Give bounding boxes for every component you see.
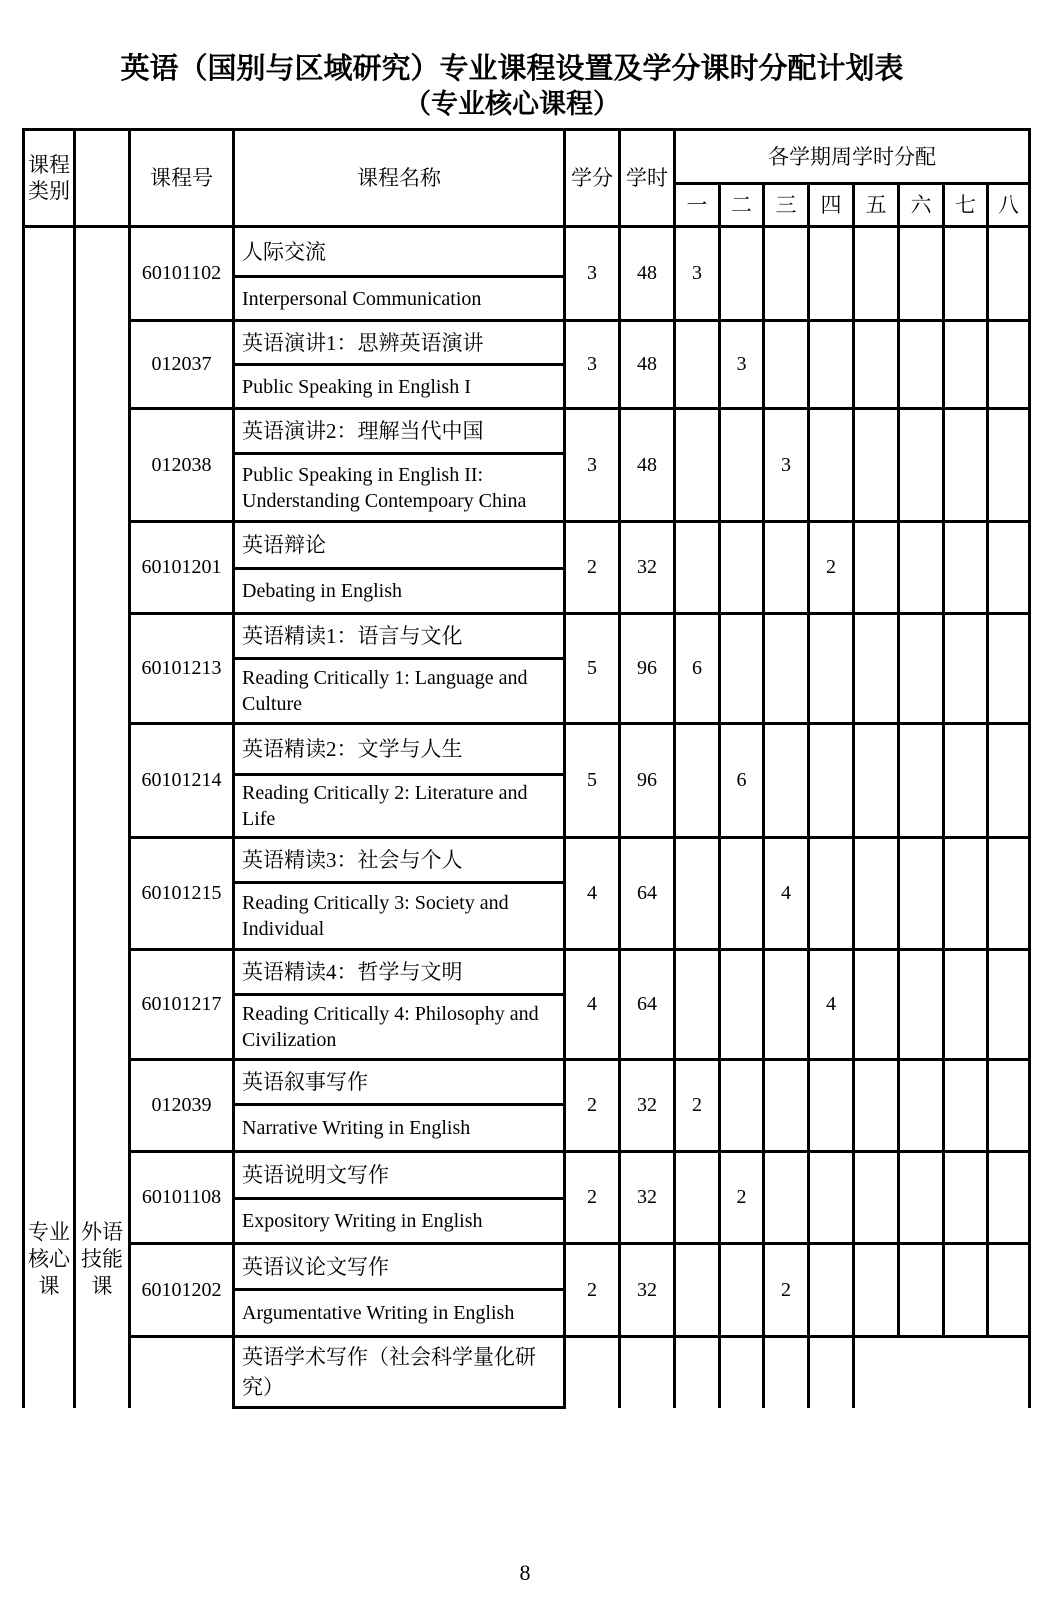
header-sem-4: 四 — [809, 184, 854, 227]
course-name-en: Reading Critically 2: Literature and Life — [234, 775, 565, 838]
course-table — [22, 128, 1031, 1409]
sem-cell-6 — [899, 522, 944, 614]
sem-cell-7 — [944, 321, 988, 409]
sem-cell-8 — [988, 838, 1030, 950]
category-col1-line3: 课 — [38, 1273, 60, 1298]
sem-cell-6 — [899, 838, 944, 950]
course-credits: 3 — [565, 321, 620, 409]
course-credits: 4 — [565, 950, 620, 1060]
course-name-zh: 英语演讲1：思辨英语演讲 — [234, 321, 565, 365]
sem-cell-3 — [764, 950, 809, 1060]
sem-cell-6 — [899, 724, 944, 838]
course-row-zh-clipped — [24, 1337, 1030, 1408]
sem-cell-3 — [764, 614, 809, 724]
course-name-zh: 英语精读2：文学与人生 — [234, 724, 565, 775]
sem-cell-3 — [764, 227, 809, 321]
sem-cell-2 — [720, 1337, 764, 1408]
course-name-en: Debating in English — [234, 569, 565, 614]
sem-cell-4 — [809, 1244, 854, 1337]
course-name-zh: 人际交流 — [234, 227, 565, 277]
course-name-zh: 英语学术写作（社会科学量化研究） — [234, 1337, 565, 1408]
course-credits: 2 — [565, 522, 620, 614]
sem-cell-5 — [854, 1152, 899, 1244]
sem-cell-2 — [720, 838, 764, 950]
course-row-zh — [24, 1244, 1030, 1290]
course-name-zh: 英语议论文写作 — [234, 1244, 565, 1290]
course-code: 60101108 — [130, 1152, 234, 1244]
sem-cell-1: 6 — [675, 614, 720, 724]
sem-cell-1 — [675, 1152, 720, 1244]
sem-cell-4 — [809, 838, 854, 950]
course-row-zh — [24, 1152, 1030, 1199]
course-code: 60101201 — [130, 522, 234, 614]
course-name-zh: 英语辩论 — [234, 522, 565, 569]
course-code — [130, 1337, 234, 1408]
sem-cell-2 — [720, 1244, 764, 1337]
header-credits: 学分 — [565, 130, 620, 227]
category-col1-line2: 核心 — [28, 1246, 70, 1271]
sem-cell-2 — [720, 950, 764, 1060]
course-credits: 4 — [565, 838, 620, 950]
course-name-zh: 英语说明文写作 — [234, 1152, 565, 1199]
sem-cell-6 — [899, 227, 944, 321]
sem-cell-3 — [764, 321, 809, 409]
category-col2-line2: 技能 — [81, 1246, 123, 1271]
sem-cell-8 — [988, 950, 1030, 1060]
sem-cell-5 — [854, 838, 899, 950]
course-code: 012037 — [130, 321, 234, 409]
course-name-zh: 英语精读1：语言与文化 — [234, 614, 565, 659]
course-hours: 32 — [620, 1244, 675, 1337]
header-category-line1: 课程 — [28, 153, 70, 177]
course-row-zh — [24, 614, 1030, 659]
course-credits: 3 — [565, 227, 620, 321]
header-sem-1: 一 — [675, 184, 720, 227]
course-hours: 48 — [620, 409, 675, 522]
course-code: 60101214 — [130, 724, 234, 838]
course-code: 60101213 — [130, 614, 234, 724]
sem-cell-8 — [988, 1244, 1030, 1337]
sem-cell-4 — [809, 409, 854, 522]
course-row-zh — [24, 227, 1030, 277]
sem-cell-7 — [944, 409, 988, 522]
sem-cell-6 — [899, 614, 944, 724]
header-sem-3: 三 — [764, 184, 809, 227]
sem-cell-6 — [899, 1152, 944, 1244]
sem-cell-8 — [988, 522, 1030, 614]
sem-cell-5 — [854, 1244, 899, 1337]
sem-cell-7 — [944, 724, 988, 838]
sem-cell-2 — [720, 614, 764, 724]
category-col1-line1: 专业 — [28, 1219, 70, 1244]
sem-cell-6 — [899, 321, 944, 409]
sem-cell-3 — [764, 1337, 809, 1408]
doc-title — [0, 48, 1024, 122]
course-hours: 32 — [620, 522, 675, 614]
course-hours — [620, 1337, 675, 1408]
sem-cell-1 — [675, 522, 720, 614]
course-row-zh — [24, 950, 1030, 995]
sem-cell-5 — [854, 321, 899, 409]
sem-cell-5 — [854, 724, 899, 838]
header-category-line2: 类别 — [28, 179, 70, 203]
course-name-zh: 英语演讲2：理解当代中国 — [234, 409, 565, 454]
course-name-zh: 英语精读4：哲学与文明 — [234, 950, 565, 995]
sem-cell-5 — [854, 227, 899, 321]
category-col2 — [75, 227, 130, 1408]
sem-cell-4: 2 — [809, 522, 854, 614]
course-code: 60101102 — [130, 227, 234, 321]
course-code: 012039 — [130, 1060, 234, 1152]
category-col2-line1: 外语 — [81, 1219, 123, 1244]
sem-cell-7 — [944, 227, 988, 321]
course-name-en: Reading Critically 4: Philosophy and Civilization — [234, 995, 565, 1060]
course-hours: 96 — [620, 614, 675, 724]
course-row-zh — [24, 724, 1030, 775]
sem-cell-4 — [809, 1337, 854, 1408]
course-code: 60101217 — [130, 950, 234, 1060]
sem-cell-6 — [899, 950, 944, 1060]
sem-cell-4 — [809, 321, 854, 409]
course-name-en: Public Speaking in English I — [234, 365, 565, 409]
course-credits — [565, 1337, 620, 1408]
course-code: 60101215 — [130, 838, 234, 950]
sem-cell-5 — [854, 522, 899, 614]
sem-cell-7 — [944, 522, 988, 614]
doc-title-line2: （专业核心课程） — [404, 89, 620, 120]
course-credits: 2 — [565, 1152, 620, 1244]
course-name-en: Narrative Writing in English — [234, 1105, 565, 1152]
sem-cell-4 — [809, 1152, 854, 1244]
sem-cell-4 — [809, 1060, 854, 1152]
sem-cell-2 — [720, 522, 764, 614]
course-name-en: Argumentative Writing in English — [234, 1290, 565, 1337]
course-name-zh: 英语精读3：社会与个人 — [234, 838, 565, 883]
sem-cell-6 — [899, 409, 944, 522]
sem-cell-1 — [675, 838, 720, 950]
header-code: 课程号 — [130, 130, 234, 227]
course-hours: 64 — [620, 838, 675, 950]
sem-cell-8 — [988, 227, 1030, 321]
course-credits: 2 — [565, 1060, 620, 1152]
sem-cell-5 — [854, 614, 899, 724]
header-sem-6: 六 — [899, 184, 944, 227]
sem-cell-4 — [809, 227, 854, 321]
sem-cell-7 — [944, 614, 988, 724]
sem-cell-6 — [899, 1244, 944, 1337]
header-sem-7: 七 — [944, 184, 988, 227]
sem-cell-7 — [944, 1060, 988, 1152]
course-credits: 2 — [565, 1244, 620, 1337]
sem-cell-6 — [899, 1060, 944, 1152]
course-name-zh: 英语叙事写作 — [234, 1060, 565, 1105]
sem-cell-2 — [720, 227, 764, 321]
sem-cell-5 — [854, 1060, 899, 1152]
page-number: 8 — [519, 1560, 531, 1585]
sem-cell-1 — [675, 409, 720, 522]
category-col2-line3: 课 — [91, 1273, 113, 1298]
sem-cell-4 — [809, 614, 854, 724]
sem-cell-1 — [675, 724, 720, 838]
course-hours: 32 — [620, 1152, 675, 1244]
sem-cell-7 — [944, 838, 988, 950]
sem-cell-1 — [675, 321, 720, 409]
course-row-zh — [24, 409, 1030, 454]
course-hours: 48 — [620, 227, 675, 321]
course-hours: 96 — [620, 724, 675, 838]
sem-cell-3: 4 — [764, 838, 809, 950]
course-name-en: Public Speaking in English II: Understanding Contempoary China — [234, 454, 565, 522]
course-code: 012038 — [130, 409, 234, 522]
sem-cell-1: 2 — [675, 1060, 720, 1152]
sem-cell-8 — [988, 724, 1030, 838]
sem-cell-4: 4 — [809, 950, 854, 1060]
header-name: 课程名称 — [234, 130, 565, 227]
sem-cell-7 — [944, 1152, 988, 1244]
course-credits: 5 — [565, 724, 620, 838]
header-category — [24, 130, 75, 227]
course-name-en: Expository Writing in English — [234, 1199, 565, 1244]
sem-cell-8 — [988, 1152, 1030, 1244]
doc-title-line1: 英语（国别与区域研究）专业课程设置及学分课时分配计划表 — [120, 51, 904, 85]
sem-cell-3: 3 — [764, 409, 809, 522]
header-sem-2: 二 — [720, 184, 764, 227]
course-code: 60101202 — [130, 1244, 234, 1337]
course-name-en: Reading Critically 1: Language and Culture — [234, 659, 565, 724]
sem-cell-2: 3 — [720, 321, 764, 409]
course-row-zh — [24, 321, 1030, 365]
course-credits: 5 — [565, 614, 620, 724]
course-name-en: Interpersonal Communication — [234, 277, 565, 321]
course-name-en: Reading Critically 3: Society and Individual — [234, 883, 565, 950]
course-hours: 32 — [620, 1060, 675, 1152]
header-sem-5: 五 — [854, 184, 899, 227]
header-row-1 — [24, 130, 1030, 184]
sem-cell-1: 3 — [675, 227, 720, 321]
sem-cell-1 — [675, 950, 720, 1060]
header-subcategory — [75, 130, 130, 227]
header-semester-group: 各学期周学时分配 — [675, 130, 1030, 184]
sem-cell-1 — [675, 1244, 720, 1337]
category-col1 — [24, 227, 75, 1408]
course-hours: 64 — [620, 950, 675, 1060]
sem-cell-8 — [988, 1060, 1030, 1152]
sem-cell-3 — [764, 522, 809, 614]
sem-cell-2: 2 — [720, 1152, 764, 1244]
sem-cell-4 — [809, 724, 854, 838]
sem-cell-7 — [944, 950, 988, 1060]
sem-cell-2 — [720, 409, 764, 522]
sem-cell-8 — [988, 614, 1030, 724]
course-row-zh — [24, 522, 1030, 569]
course-row-zh — [24, 1060, 1030, 1105]
sem-cell-3 — [764, 1060, 809, 1152]
course-row-zh — [24, 838, 1030, 883]
header-sem-8: 八 — [988, 184, 1030, 227]
sem-cell-7 — [944, 1244, 988, 1337]
course-hours: 48 — [620, 321, 675, 409]
sem-cell-5 — [854, 409, 899, 522]
course-credits: 3 — [565, 409, 620, 522]
sem-cell-2 — [720, 1060, 764, 1152]
sem-cell-8 — [988, 409, 1030, 522]
sem-cell-3: 2 — [764, 1244, 809, 1337]
sem-cell-8 — [988, 321, 1030, 409]
sem-cell-5 — [854, 950, 899, 1060]
sem-cell-3 — [764, 724, 809, 838]
sem-cell-2: 6 — [720, 724, 764, 838]
sem-cells-5-8-merged — [854, 1337, 1030, 1408]
sem-cell-3 — [764, 1152, 809, 1244]
header-hours: 学时 — [620, 130, 675, 227]
sem-cell-1 — [675, 1337, 720, 1408]
